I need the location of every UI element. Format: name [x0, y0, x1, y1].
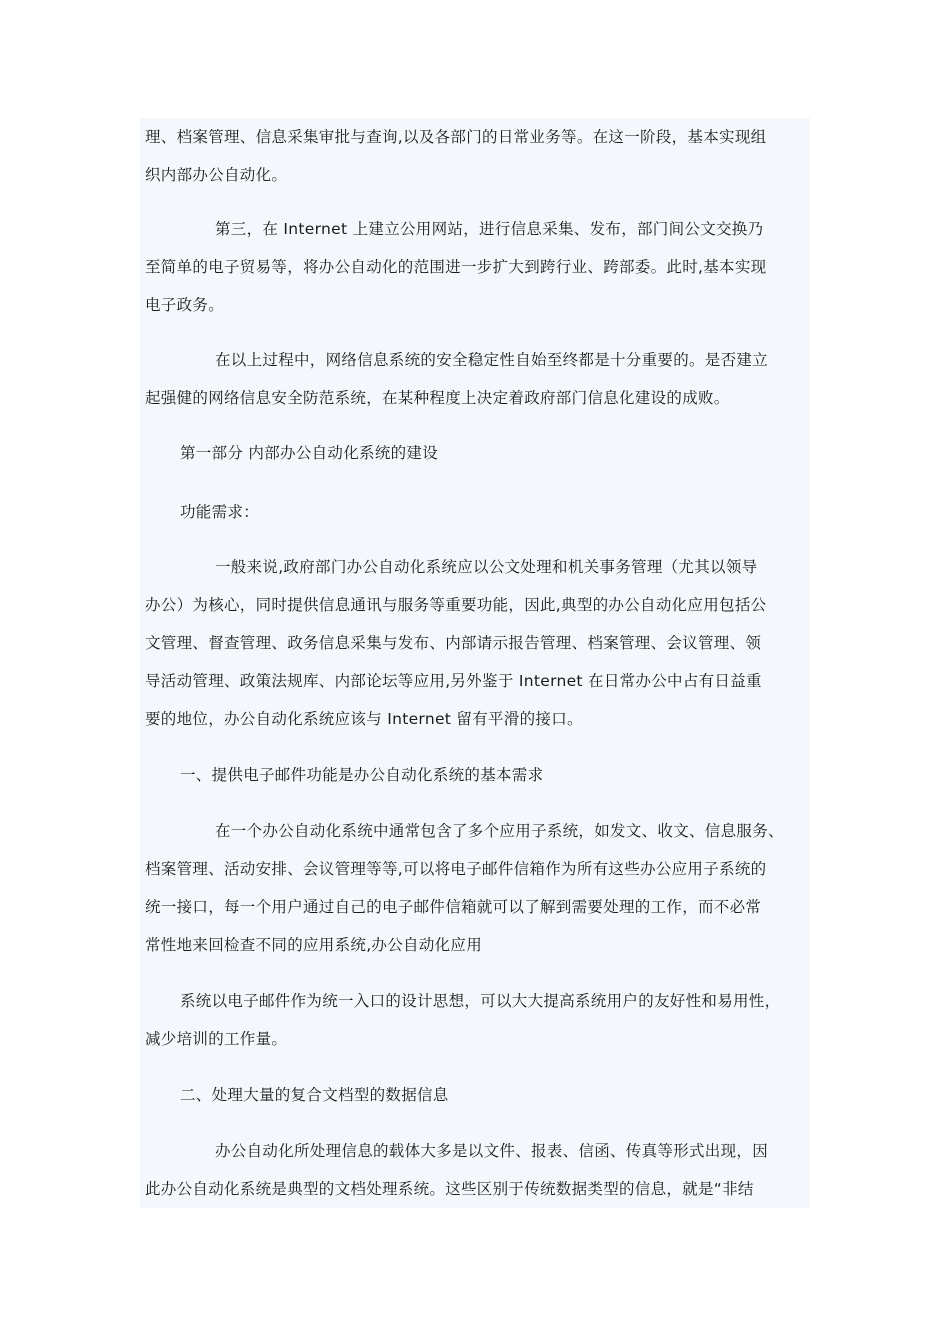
paragraph-line: 至简单的电子贸易等，将办公自动化的范围进一步扩大到跨行业、跨部委。此时,基本实现 — [145, 258, 767, 276]
subsection-heading: 二、处理大量的复合文档型的数据信息 — [180, 1086, 449, 1104]
paragraph-line: 在一个办公自动化系统中通常包含了多个应用子系统，如发文、收文、信息服务、 — [215, 822, 784, 840]
paragraph-line: 电子政务。 — [145, 296, 225, 314]
paragraph-line: 文管理、督查管理、政务信息采集与发布、内部请示报告管理、档案管理、会议管理、领 — [145, 634, 762, 652]
paragraph-line: 系统以电子邮件作为统一入口的设计思想，可以大大提高系统用户的友好性和易用性， — [180, 992, 781, 1010]
paragraph-line: 在以上过程中，网络信息系统的安全稳定性自始至终都是十分重要的。是否建立 — [215, 351, 769, 369]
paragraph-line: 要的地位，办公自动化系统应该与 Internet 留有平滑的接口。 — [145, 710, 583, 728]
section-heading: 第一部分 内部办公自动化系统的建设 — [180, 444, 439, 462]
paragraph-line: 一般来说,政府部门办公自动化系统应以公文处理和机关事务管理（尤其以领导 — [215, 558, 758, 576]
paragraph-line: 减少培训的工作量。 — [145, 1030, 288, 1048]
subsection-heading: 功能需求： — [180, 503, 260, 521]
paragraph-line: 统一接口，每一个用户通过自己的电子邮件信箱就可以了解到需要处理的工作，而不必常 — [145, 898, 762, 916]
subsection-heading: 一、提供电子邮件功能是办公自动化系统的基本需求 — [180, 766, 544, 784]
paragraph-line: 档案管理、活动安排、会议管理等等,可以将电子邮件信箱作为所有这些办公应用子系统的 — [145, 860, 767, 878]
paragraph-line: 织内部办公自动化。 — [145, 166, 288, 184]
paragraph-line: 此办公自动化系统是典型的文档处理系统。这些区别于传统数据类型的信息，就是“非结 — [145, 1180, 754, 1198]
paragraph-line: 常性地来回检查不同的应用系统,办公自动化应用 — [145, 936, 483, 954]
paragraph-line: 办公）为核心，同时提供信息通讯与服务等重要功能，因此,典型的办公自动化应用包括公 — [145, 596, 767, 614]
paragraph-line: 理、档案管理、信息采集审批与查询,以及各部门的日常业务等。在这一阶段，基本实现组 — [145, 128, 767, 146]
paragraph-line: 第三，在 Internet 上建立公用网站，进行信息采集、发布，部门间公文交换乃 — [215, 220, 764, 238]
paragraph-line: 办公自动化所处理信息的载体大多是以文件、报表、信函、传真等形式出现，因 — [215, 1142, 769, 1160]
paragraph-line: 导活动管理、政策法规库、内部论坛等应用,另外鉴于 Internet 在日常办公中占有日益重 — [145, 672, 762, 690]
paragraph-line: 起强健的网络信息安全防范系统，在某种程度上决定着政府部门信息化建设的成败。 — [145, 389, 730, 407]
